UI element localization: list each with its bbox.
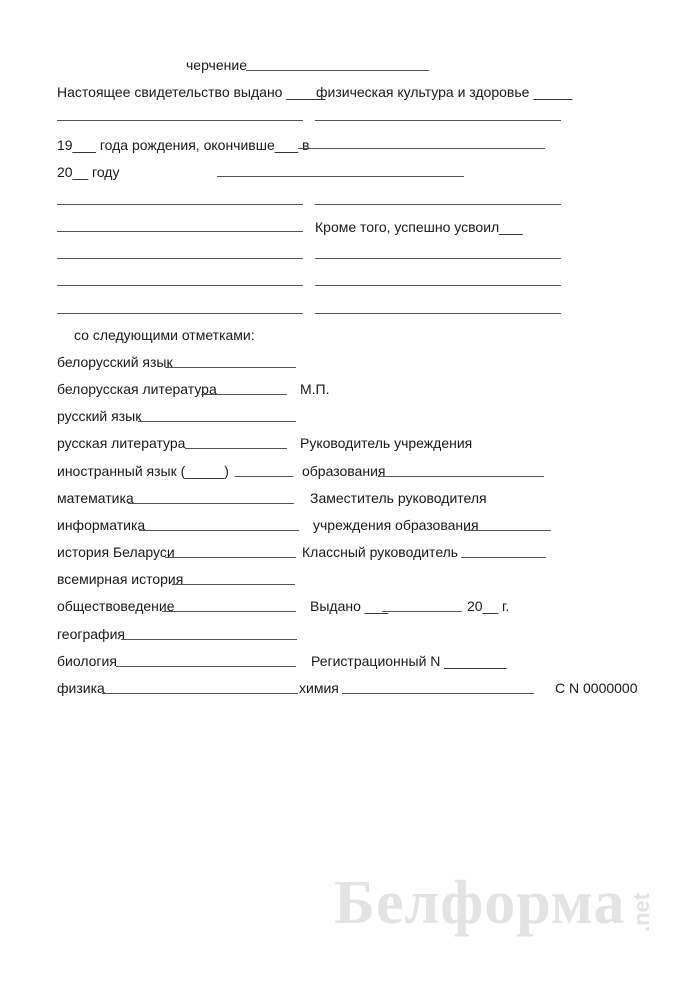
name-line-left [57, 120, 303, 121]
physical-culture-label: физическая культура и здоровье _____ [316, 84, 573, 100]
subject-geography: география [57, 626, 125, 642]
grade-line [165, 557, 296, 558]
blank-line-right-5 [315, 313, 561, 314]
subject-belarusian-language: белорусский язык [57, 354, 173, 370]
grade-line [138, 421, 296, 422]
grade-line [342, 693, 534, 694]
registration-label: Регистрационный N ________ [311, 653, 507, 669]
watermark-domain-box [625, 868, 659, 938]
class-teacher-signature-line [461, 557, 546, 558]
issued-label: Выдано ___ [310, 598, 389, 614]
grade-line [116, 666, 296, 667]
blank-line-left-5 [57, 313, 303, 314]
subject-social-studies: обществоведение [57, 598, 175, 614]
subject-biology: биология [57, 653, 117, 669]
subject-mathematics: математика [57, 490, 134, 506]
blank-line-right-3 [315, 258, 561, 259]
grades-heading: со следующими отметками: [74, 327, 255, 343]
issued-year-label: 20__ г. [467, 598, 510, 614]
blank-line-right-4 [315, 285, 561, 286]
grade-line [185, 448, 287, 449]
certificate-issued-label: Настоящее свидетельство выдано _____ [57, 84, 326, 100]
deputy-label-line1: Заместитель руководителя [310, 490, 487, 506]
watermark-domain: .net [629, 892, 654, 932]
subject-russian-literature: русская литература [57, 435, 186, 451]
subject-world-history: всемирная история [57, 571, 184, 587]
deputy-signature-line [464, 530, 551, 531]
grade-line [235, 476, 293, 477]
grade-line [121, 639, 297, 640]
subject-belarusian-literature: белорусская литература [57, 381, 217, 397]
graduation-year-label: 20__ году [57, 164, 120, 180]
school-line-2 [217, 176, 464, 177]
deputy-label-line2: учреждения образования [313, 517, 479, 533]
serial-number: С N 0000000 [555, 680, 638, 696]
blank-line-left-3 [57, 258, 303, 259]
blank-line-left-1 [57, 204, 303, 205]
drawing-label: черчение [186, 57, 247, 73]
subject-chemistry: химия [299, 680, 339, 696]
grade-line [128, 503, 294, 504]
issued-date-line [382, 611, 462, 612]
class-teacher-label: Классный руководитель [302, 544, 459, 560]
head-signature-line [378, 476, 544, 477]
watermark-brand: Белформа [334, 869, 626, 937]
grade-line [139, 530, 299, 531]
birth-year-label: 19___ года рождения, окончивше___ в [57, 137, 310, 153]
subject-history-belarus: история Беларуси [57, 544, 175, 560]
subject-russian-language: русский язык [57, 408, 142, 424]
grade-line [162, 611, 296, 612]
head-label-line2: образования [302, 463, 386, 479]
grade-line [165, 367, 296, 368]
grade-line [172, 584, 295, 585]
subject-informatics: информатика [57, 517, 146, 533]
subject-foreign-language: иностранный язык (_____) [57, 463, 229, 479]
head-label-line1: Руководитель учреждения [300, 435, 473, 451]
grade-line [102, 693, 298, 694]
name-line-right [315, 120, 561, 121]
blank-line-left-2 [57, 231, 303, 232]
blank-line-left-4 [57, 285, 303, 286]
school-line [298, 148, 545, 149]
drawing-line [246, 70, 429, 71]
subject-physics: физика [57, 680, 105, 696]
grade-line [201, 394, 287, 395]
also-mastered-label: Кроме того, успешно усвоил___ [315, 219, 523, 235]
stamp-label: М.П. [300, 381, 330, 397]
blank-line-right-1 [315, 204, 561, 205]
